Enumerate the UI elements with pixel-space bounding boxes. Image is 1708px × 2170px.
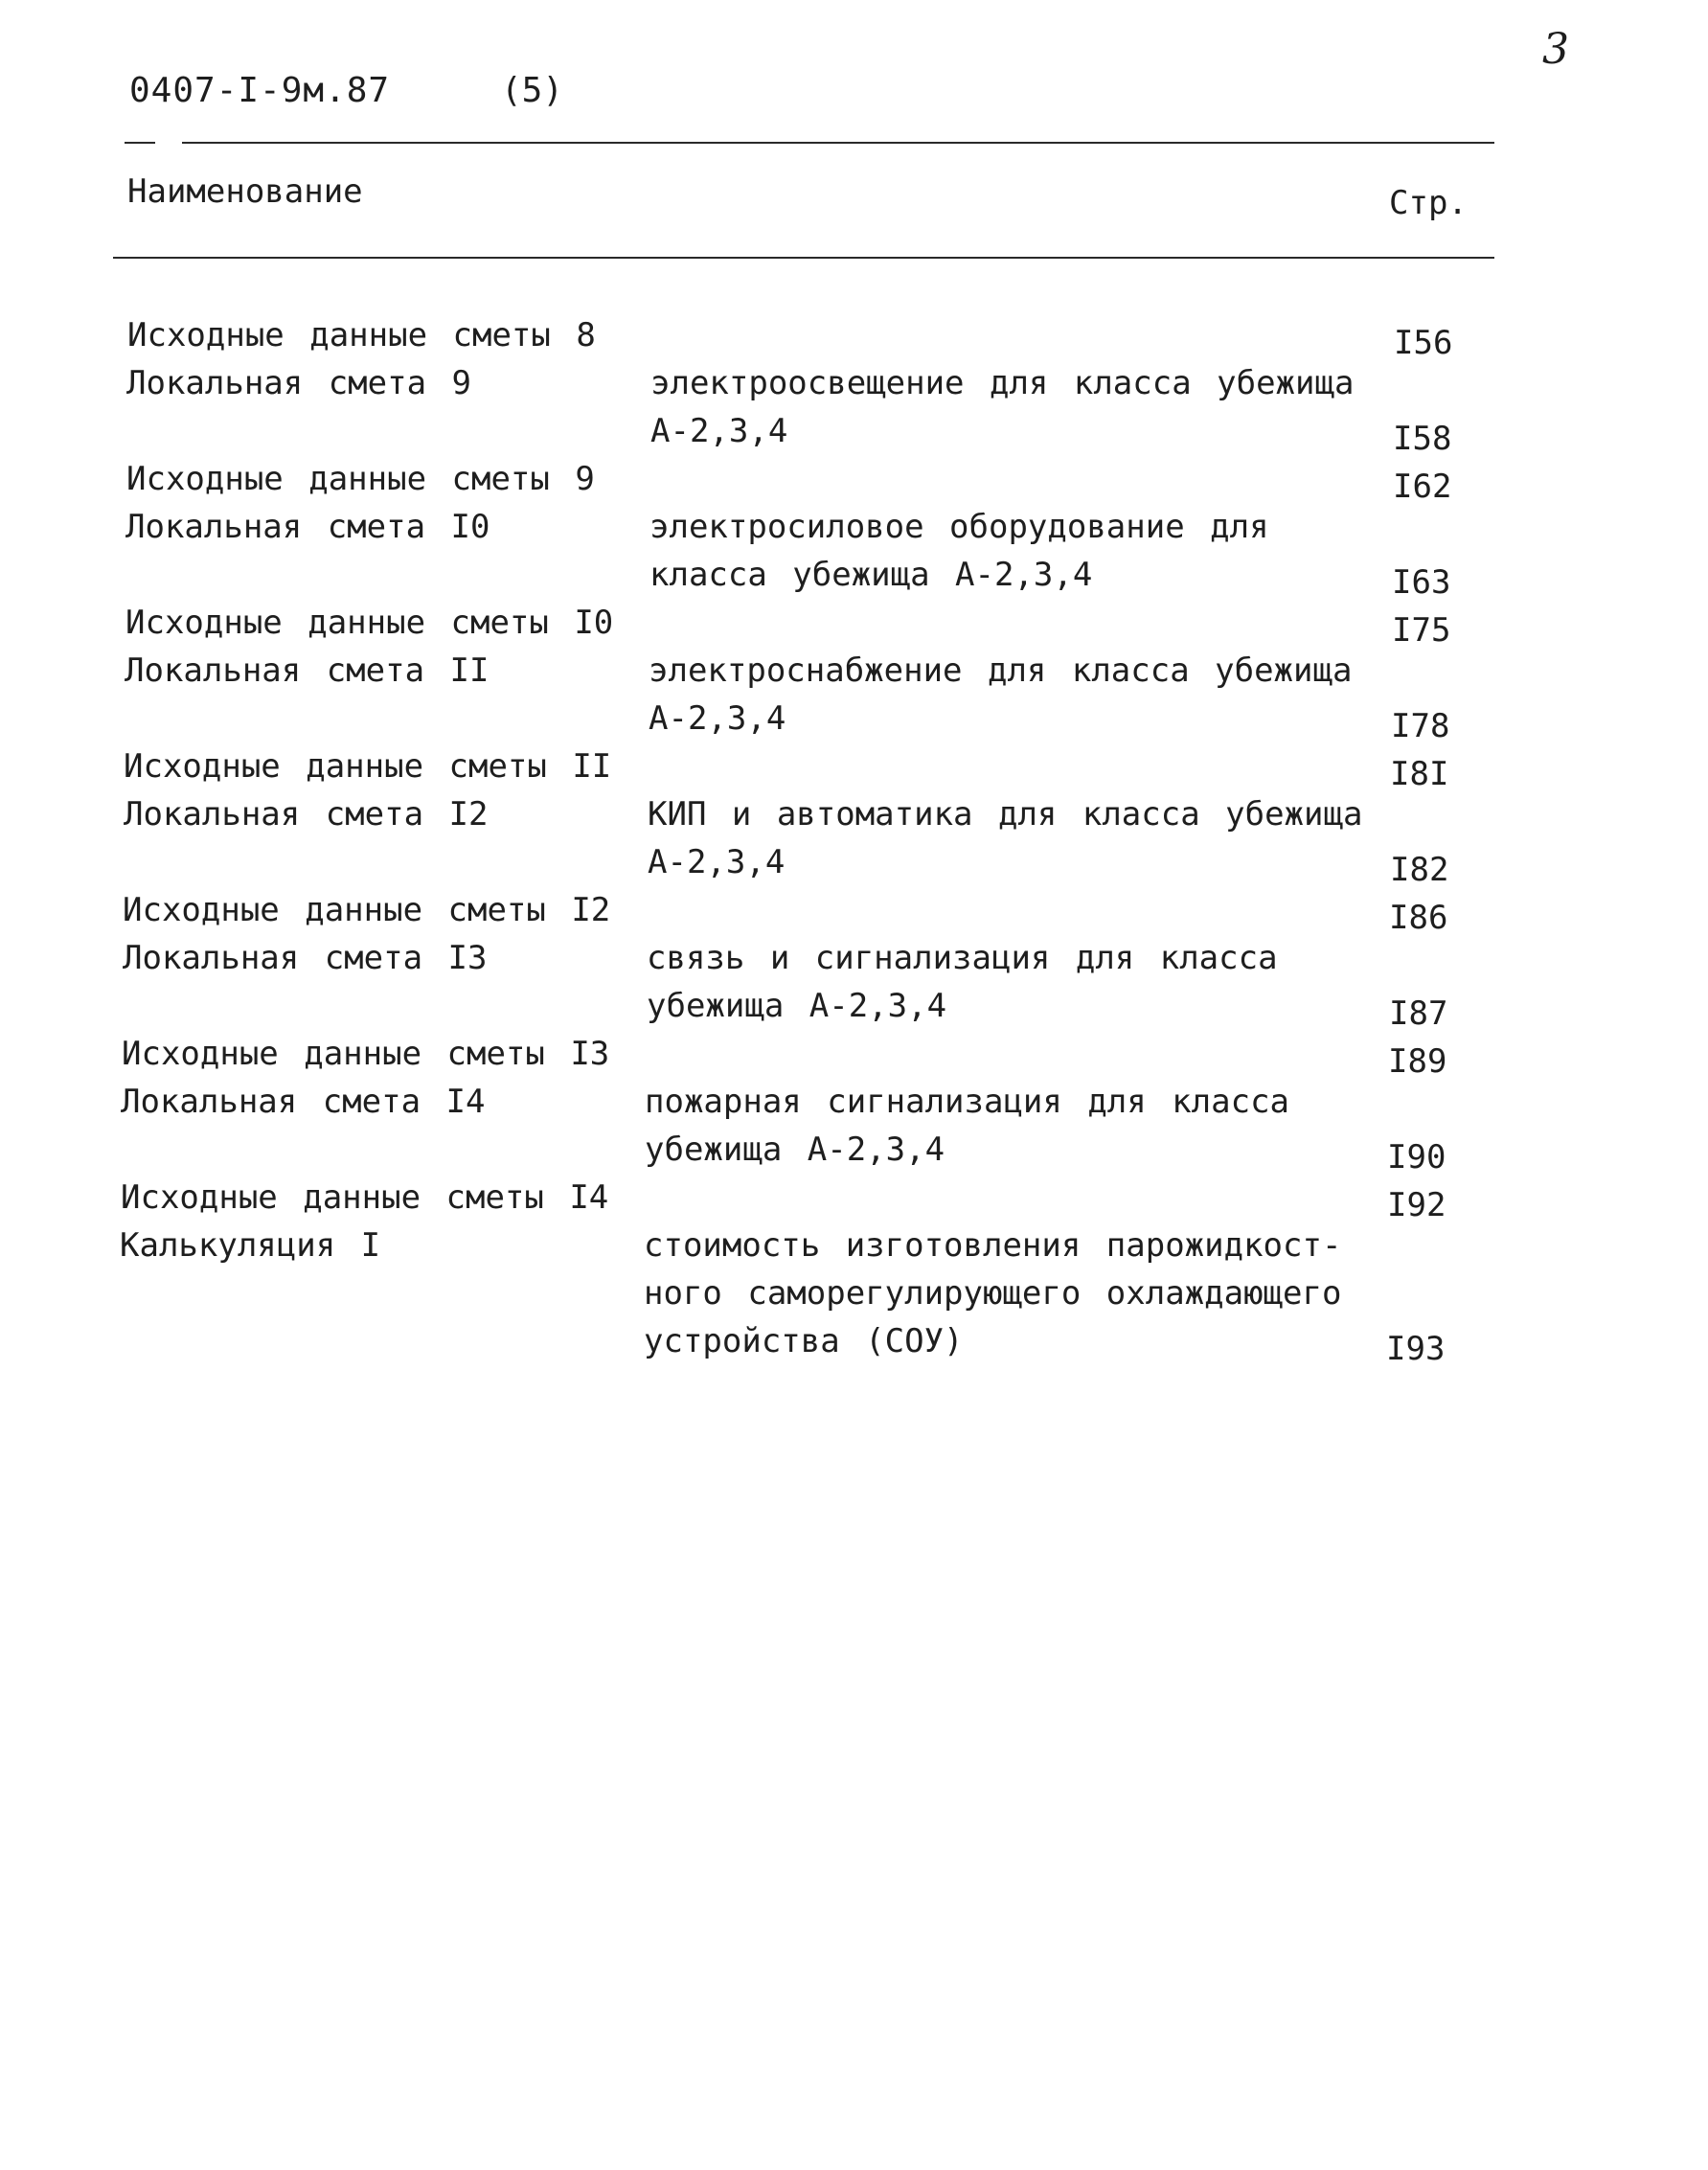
toc-entry-description: КИП и автоматика для класса убежища	[648, 795, 1363, 834]
toc-entry-title: Локальная смета I0	[125, 508, 490, 546]
toc-entry-title: Исходные данные сметы 9	[126, 460, 595, 498]
toc-entry-page: I82	[1390, 851, 1449, 889]
toc-entry-title: Калькуляция I	[120, 1226, 381, 1265]
toc-entry-title: Локальная смета I2	[124, 795, 489, 834]
toc-entry-page: I86	[1389, 899, 1448, 937]
toc-entry-description: электроснабжение для класса убежища	[649, 651, 1353, 690]
toc-entry-page: I62	[1393, 468, 1452, 506]
toc-entry-page: I75	[1392, 611, 1451, 650]
toc-entry-description: класса убежища А-2,3,4	[649, 556, 1093, 594]
toc-entry-description: убежища А-2,3,4	[645, 1131, 945, 1169]
toc-entry-page: I92	[1387, 1186, 1446, 1224]
toc-entry-title: Исходные данные сметы 8	[127, 316, 596, 354]
column-header-page: Стр.	[1389, 184, 1468, 222]
toc-entry-title: Исходные данные сметы I0	[125, 604, 614, 642]
document-sheet-number: (5)	[501, 71, 564, 110]
toc-entry-description: пожарная сигнализация для класса	[645, 1083, 1290, 1121]
toc-entry-page: I8I	[1390, 755, 1449, 793]
toc-entry-page: I89	[1388, 1042, 1447, 1081]
toc-entry-title: Локальная смета II	[125, 651, 490, 690]
toc-entry-description: стоимость изготовления парожидкост-	[644, 1226, 1342, 1265]
header-rule	[113, 257, 1494, 259]
toc-entry-title: Локальная смета I3	[123, 939, 488, 977]
toc-entry-description: связь и сигнализация для класса	[647, 939, 1278, 977]
toc-entry-title: Исходные данные сметы I4	[121, 1178, 609, 1217]
toc-entry-title: Исходные данные сметы II	[124, 747, 612, 786]
toc-entry-description: устройства (СОУ)	[644, 1322, 964, 1360]
toc-entry-description: А-2,3,4	[650, 412, 788, 450]
toc-entry-page: I93	[1386, 1330, 1446, 1368]
top-rule	[182, 142, 1494, 144]
toc-entry-page: I58	[1393, 420, 1452, 458]
toc-entry-title: Локальная смета I4	[121, 1083, 486, 1121]
toc-entry-description: ного саморегулирующего охлаждающего	[644, 1274, 1342, 1313]
document-code: 0407-I-9м.87	[129, 71, 391, 110]
column-header-name: Наименование	[127, 172, 363, 211]
page-number: 3	[1542, 25, 1569, 74]
toc-entry-page: I87	[1389, 994, 1448, 1033]
toc-entry-title: Локальная смета 9	[126, 364, 471, 402]
toc-entry-description: А-2,3,4	[649, 699, 786, 738]
toc-entry-description: электросиловое оборудование для	[649, 508, 1269, 546]
toc-entry-title: Исходные данные сметы I3	[122, 1035, 610, 1073]
toc-entry-page: I63	[1392, 563, 1451, 602]
toc-entry-page: I56	[1394, 324, 1453, 362]
toc-entry-description: электроосвещение для класса убежища	[650, 364, 1355, 402]
toc-entry-description: А-2,3,4	[648, 843, 786, 881]
toc-entry-description: убежища А-2,3,4	[647, 987, 947, 1025]
top-rule-dash	[125, 142, 155, 144]
toc-entry-title: Исходные данные сметы I2	[123, 891, 611, 929]
toc-entry-page: I90	[1387, 1138, 1446, 1176]
toc-entry-page: I78	[1391, 707, 1450, 745]
